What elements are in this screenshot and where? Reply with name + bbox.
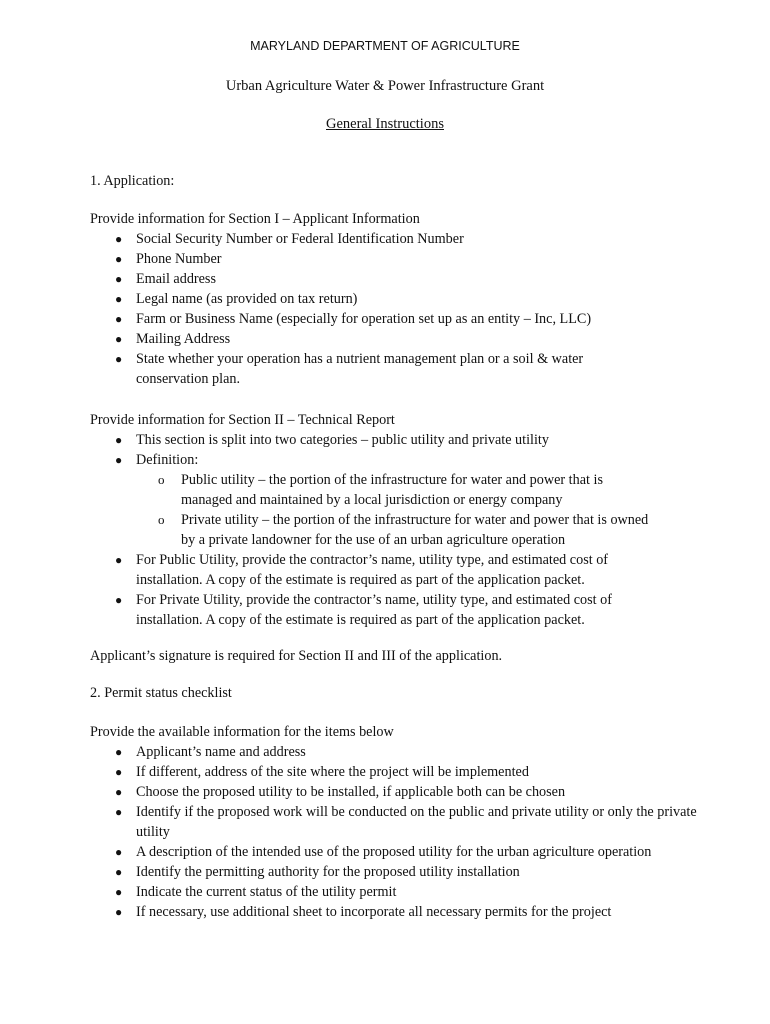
definition-list [136,470,651,550]
part-1-intro: Provide information for Section I – Applicant Information [90,211,420,227]
bullet-icon: ● [115,765,123,779]
list-item-text: This section is split into two categories – public utility and private utility [136,432,549,448]
bullet-icon: ● [115,553,123,567]
section-2-intro: Provide the available information for the items below [90,724,394,740]
list-item-text: Phone Number [136,251,222,267]
list-item-text: Social Security Number or Federal Identification Number [136,231,464,247]
signature-note: Applicant’s signature is required for Section II and III of the application. [90,648,503,664]
list-item [90,229,690,249]
bullet-icon: ● [115,433,123,447]
signature-note-block [90,646,690,666]
section-1-part-2 [90,410,690,630]
list-item-text: If necessary, use additional sheet to incorporate all necessary permits for the project [136,904,612,920]
list-item [90,762,690,782]
section-1-heading: 1. Application: [90,173,175,189]
list-item [90,842,681,862]
section-2-heading: 2. Permit status checklist [90,685,232,701]
list-item-text: Applicant’s name and address [136,744,306,760]
list-item-text: If different, address of the site where the project will be implemented [136,764,529,780]
part-2-intro: Provide information for Section II – Technical Report [90,412,395,428]
definition-text: Public utility – the portion of the infrastructure for water and power that is managed and maintained by a local jurisdiction or energy company [181,472,603,508]
bullet-icon: ● [115,453,123,467]
list-item [90,862,690,882]
list-item [90,430,690,450]
bullet-icon: ● [115,865,123,879]
list-item-text: State whether your operation has a nutrient management plan or a soil & water conservation plan. [136,351,584,387]
definition-item [136,510,651,550]
list-item-text: A description of the intended use of the proposed utility for the urban agriculture operation [136,844,652,860]
circle-bullet-icon: o [158,472,165,487]
list-item-text: Indicate the current status of the utility permit [136,884,397,900]
list-item-text: Identify if the proposed work will be conducted on the public and private utility or only the private utility [136,804,697,840]
agency-header: MARYLAND DEPARTMENT OF AGRICULTURE [250,39,520,53]
technical-report-list [90,430,690,630]
document-subtitle [0,114,770,134]
list-item [90,329,690,349]
bullet-icon: ● [115,885,123,899]
bullet-icon: ● [115,745,123,759]
applicant-info-list [90,229,690,389]
list-item [90,450,690,550]
list-item-text: For Private Utility, provide the contractor’s name, utility type, and estimated cost of installation. A copy of the estimate is required as part of the application packet. [136,592,612,628]
document-title: Urban Agriculture Water & Power Infrastructure Grant [225,78,545,94]
list-item [90,349,636,389]
list-item [90,902,690,922]
list-item-text: Identify the permitting authority for the proposed utility installation [136,864,520,880]
bullet-icon: ● [115,805,123,819]
list-item [90,289,690,309]
bullet-icon: ● [115,272,123,286]
subtitle-text: General Instructions [326,116,444,132]
definition-text: Private utility – the portion of the infrastructure for water and power that is owned by a private landowner for the use of an urban agriculture operation [181,512,649,548]
section-1-part-1 [90,209,690,389]
bullet-icon: ● [115,785,123,799]
section-1-heading-block [90,171,690,191]
bullet-icon: ● [115,232,123,246]
bullet-icon: ● [115,312,123,326]
list-item [90,882,690,902]
list-item [90,249,690,269]
definition-item [136,470,651,510]
section-2-heading-block [90,683,690,703]
bullet-icon: ● [115,352,123,366]
bullet-icon: ● [115,292,123,306]
bullet-icon: ● [115,905,123,919]
bullet-icon: ● [115,845,123,859]
circle-bullet-icon: o [158,512,165,527]
list-item [90,742,690,762]
permit-checklist [90,742,697,922]
list-item [90,782,690,802]
list-item [90,550,656,590]
list-item-text: Choose the proposed utility to be installed, if applicable both can be chosen [136,784,566,800]
bullet-icon: ● [115,252,123,266]
section-2-checklist [90,722,697,922]
list-item-text: Mailing Address [136,331,231,347]
bullet-icon: ● [115,332,123,346]
list-item [90,590,656,630]
list-item-text: Legal name (as provided on tax return) [136,291,358,307]
list-item-text: Email address [136,271,216,287]
bullet-icon: ● [115,593,123,607]
list-item [90,269,690,289]
list-item-text: Farm or Business Name (especially for operation set up as an entity – Inc, LLC) [136,311,592,327]
list-item-text: For Public Utility, provide the contractor’s name, utility type, and estimated cost of installation. A copy of the estimate is required as part of the application packet. [136,552,609,588]
list-item [90,309,690,329]
list-item-text: Definition: [136,452,199,468]
list-item [90,802,716,842]
